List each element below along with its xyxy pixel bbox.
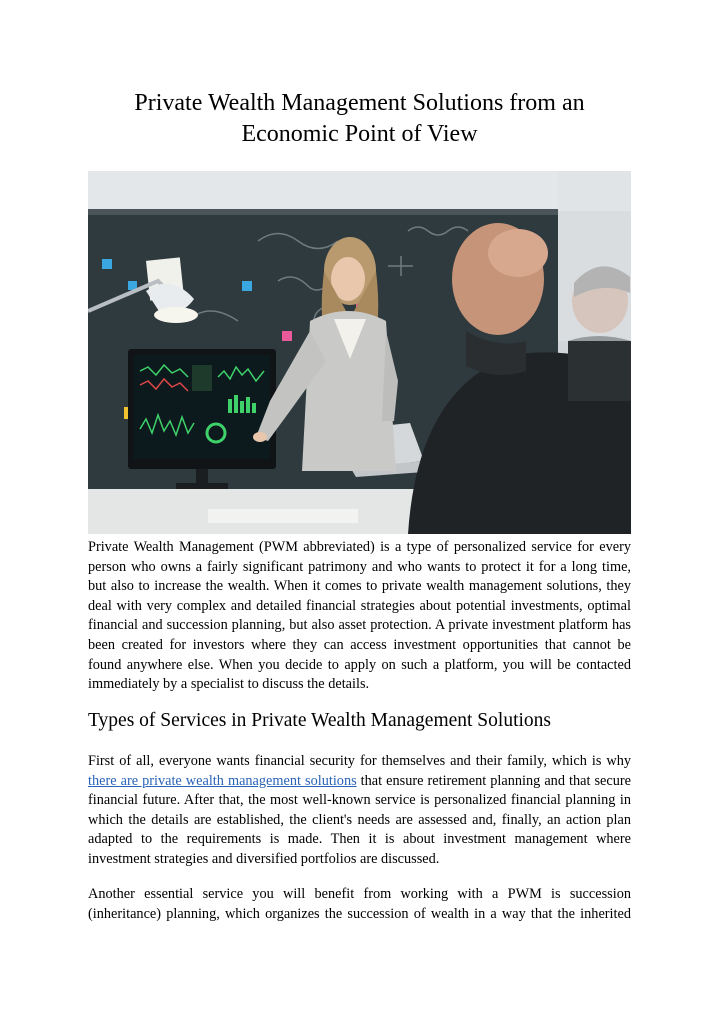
document-title: Private Wealth Management Solutions from an Economic Point of View [134,90,585,147]
services-paragraph [88,752,631,870]
meeting-photo-illustration [88,171,631,534]
services-paragraph-end: that ensure retirement planning and that secure financial future. After that, the most well-known service is personalized financial planning in which the details are established, the client's needs are assessed and, finally, an action plan adapted to the requirements is made. Then it is about investment management where investment strategies and diversified portfolios are discussed. [88,772,631,867]
succession-paragraph: Another essential service you will benefit from working with a PWM is succession (inheritance) planning, which organizes the succession of wealth in a way that the inherited [88,886,631,922]
section-heading: Types of Services in Private Wealth Management Solutions [88,710,551,731]
sticky-note-blue [102,259,112,269]
meeting-photo [88,171,631,534]
intro-paragraph: Private Wealth Management (PWM abbreviated) is a type of personalized service for every person who owns a fairly significant patrimony and who wants to protect it for a long time, but also to increase the wealth. When it comes to private wealth management solutions, they deal with very complex and detailed financial strategies about potential investments, optimal financial and succession planning, but also asset protection. A private investment platform has been created for investors where they can access investment opportunities that cannot be found anywhere else. When you decide to apply on such a platform, you will be contacted immediately by a specialist to discuss the details. [88,539,631,693]
services-paragraph-start: First of all, everyone wants financial security for themselves and their family, which is why [88,753,631,769]
pwm-solutions-link[interactable]: there are private wealth management solutions [88,772,357,789]
